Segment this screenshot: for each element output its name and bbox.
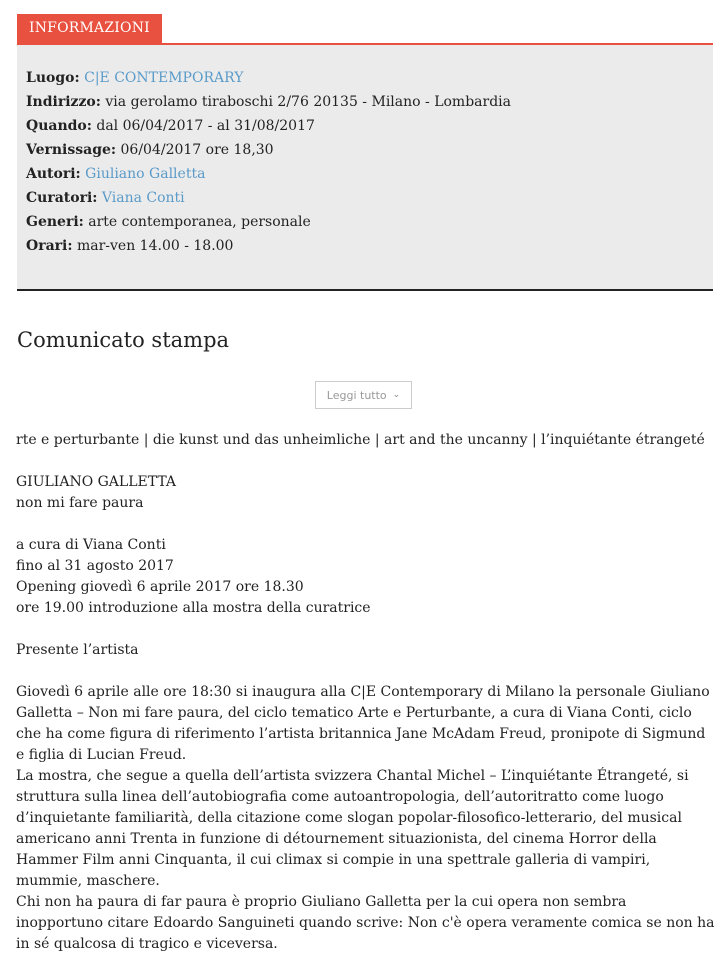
- end-date-line: fino al 31 agosto 2017: [16, 558, 174, 574]
- info-row-luogo: [26, 66, 511, 90]
- subtitle-line: rte e perturbante | die kunst und das unheimliche | art and the uncanny | l’inquiétante étrangeté: [16, 432, 705, 448]
- tab-informazioni[interactable]: INFORMAZIONI: [17, 14, 162, 43]
- press-release-body: [16, 430, 716, 955]
- spacer: [16, 451, 716, 472]
- info-label: Autori:: [26, 166, 81, 182]
- paragraph: Giovedì 6 aprile alle ore 18:30 si inaugura alla C|E Contemporary di Milano la personale Giuliano Galletta – Non mi fare paura, del ciclo tematico Arte e Perturbante, a cura di Viana Conti, ciclo che ha come figura di riferimento l’artista britannica Jane McAdam Freud, pronipote di Sigmund e figlia di Lucian Freud.: [16, 684, 710, 763]
- genres-value: arte contemporanea, personale: [88, 214, 311, 230]
- info-tabbar: [17, 14, 713, 45]
- press-release-title: Comunicato stampa: [17, 328, 230, 352]
- info-label: Luogo:: [26, 70, 80, 86]
- info-row-quando: [26, 114, 511, 138]
- curator-link[interactable]: Viana Conti: [101, 190, 185, 206]
- info-row-autori: [26, 162, 511, 186]
- artist-present-line: Presente l’artista: [16, 642, 139, 658]
- hours-value: mar-ven 14.00 - 18.00: [76, 238, 234, 254]
- info-row-curatori: [26, 186, 511, 210]
- venue-link[interactable]: C|E CONTEMPORARY: [84, 70, 244, 86]
- paragraph: La mostra, che segue a quella dell’artista svizzera Chantal Michel – L’inquiétante Étrangeté, si struttura sulla linea dell’autobiografia come autoantropologia, dell’autoritratto come luogo d’inquietante familiarità, della citazione come slogan popolar-filosofico-letterario, del musical americano anni Trenta in funzione di détournement situazionista, del cinema Horror della Hammer Film anni Cinquanta, il cui climax si compie in una spettrale galleria di vampiri, mummie, maschere.: [16, 768, 689, 889]
- vernissage-value: 06/04/2017 ore 18,30: [120, 142, 274, 158]
- info-box: [17, 45, 713, 291]
- exhibition-title: non mi fare paura: [16, 495, 144, 511]
- info-label: Indirizzo:: [26, 94, 101, 110]
- info-label: Vernissage:: [26, 142, 117, 158]
- info-label: Orari:: [26, 238, 73, 254]
- info-row-orari: [26, 234, 511, 258]
- info-label: Curatori:: [26, 190, 98, 206]
- chevron-down-icon: ⌄: [392, 390, 401, 400]
- address-value: via gerolamo tiraboschi 2/76 20135 - Milano - Lombardia: [105, 94, 511, 110]
- read-more-button[interactable]: [315, 381, 412, 409]
- spacer: [16, 661, 716, 682]
- info-row-indirizzo: [26, 90, 511, 114]
- info-list: [26, 66, 511, 258]
- read-more-label: Leggi tutto: [326, 388, 387, 402]
- info-row-vernissage: [26, 138, 511, 162]
- intro-line: ore 19.00 introduzione alla mostra della curatrice: [16, 600, 371, 616]
- info-label: Quando:: [26, 118, 92, 134]
- author-link[interactable]: Giuliano Galletta: [85, 166, 206, 182]
- dates-value: dal 06/04/2017 - al 31/08/2017: [96, 118, 315, 134]
- spacer: [16, 619, 716, 640]
- artist-name: GIULIANO GALLETTA: [16, 474, 177, 490]
- info-label: Generi:: [26, 214, 84, 230]
- paragraph: Chi non ha paura di far paura è proprio Giuliano Galletta per la cui opera non sembra inopportuno citare Edoardo Sanguineti quando scrive: Non c'è opera veramente comica se non ha in sé qualcosa di tragico e viceversa.: [16, 894, 715, 952]
- spacer: [16, 514, 716, 535]
- opening-line: Opening giovedì 6 aprile 2017 ore 18.30: [16, 579, 304, 595]
- curator-line: a cura di Viana Conti: [16, 537, 166, 553]
- info-row-generi: [26, 210, 511, 234]
